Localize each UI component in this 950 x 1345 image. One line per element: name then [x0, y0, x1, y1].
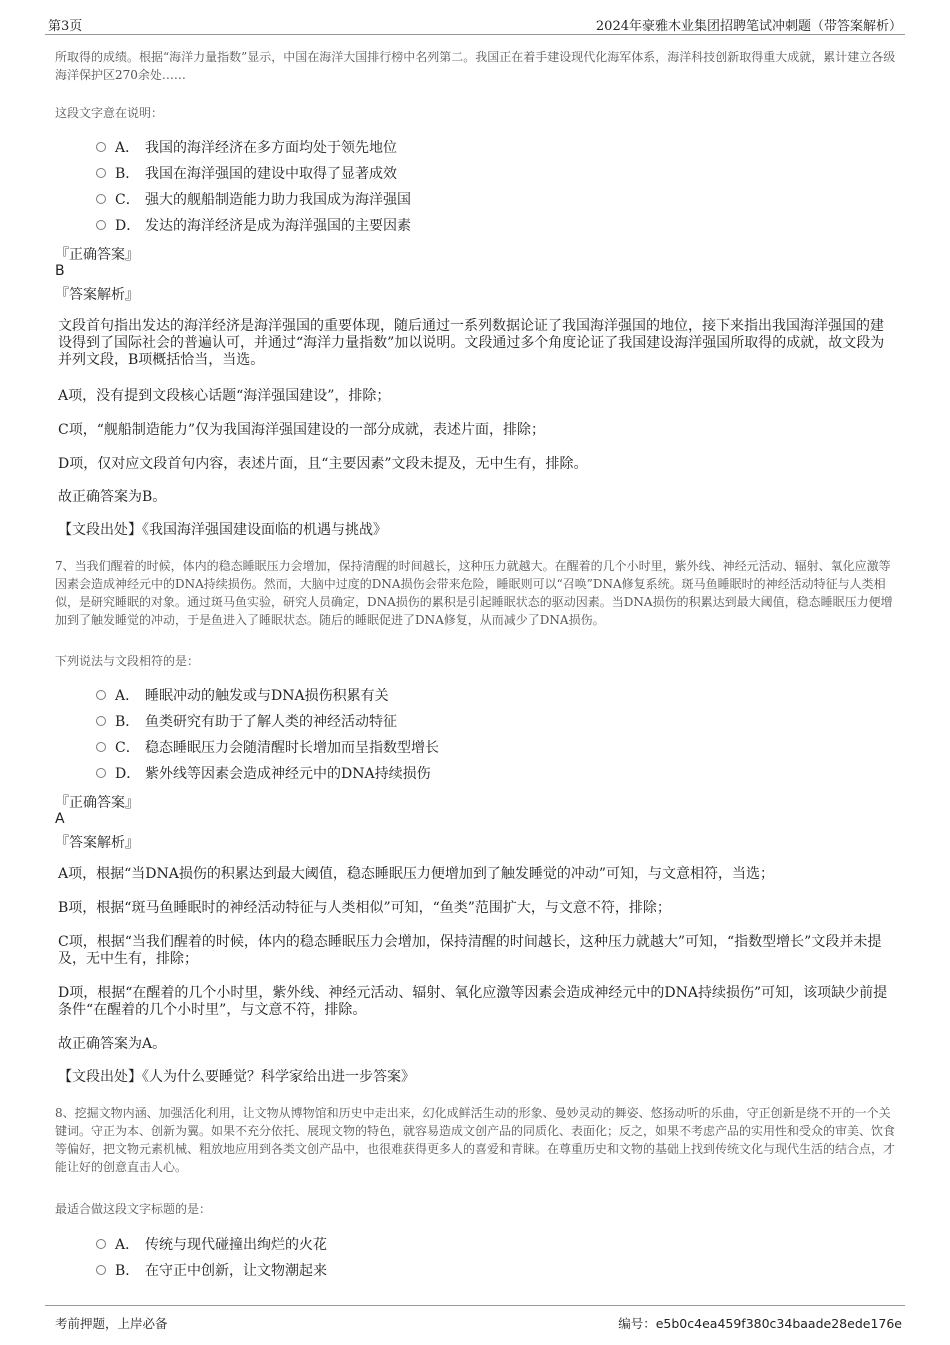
radio-icon[interactable] — [96, 168, 106, 178]
q6-option-c[interactable]: C． 强大的舰船制造能力助力我国成为海洋强国 — [96, 189, 411, 211]
q6-prompt: 这段文字意在说明： — [55, 106, 164, 120]
q7-option-a[interactable]: A． 睡眠冲动的触发或与DNA损伤积累有关 — [96, 685, 389, 707]
q7-answer: A — [55, 811, 65, 827]
page-header — [45, 12, 905, 35]
q8-option-a[interactable]: A． 传统与现代碰撞出绚烂的火花 — [96, 1234, 327, 1256]
document-code: 编号：e5b0c4ea459f380c34baade28ede176e — [618, 1316, 902, 1331]
q6-conclusion: 故正确答案为B。 — [58, 489, 167, 505]
document-title: 2024年豪雅木业集团招聘笔试冲刺题（带答案解析） — [595, 19, 902, 34]
footer-slogan: 考前押题，上岸必备 — [55, 1316, 168, 1331]
radio-icon[interactable] — [96, 768, 106, 778]
q6-source: 【文段出处】《我国海洋强国建设面临的机遇与挑战》 — [58, 522, 387, 538]
q7-option-c[interactable]: C． 稳态睡眠压力会随清醒时长增加而呈指数型增长 — [96, 737, 439, 759]
q7-option-d[interactable]: D． 紫外线等因素会造成神经元中的DNA持续损伤 — [96, 763, 431, 785]
q7-analysis-label: 『答案解析』 — [55, 835, 139, 851]
q7-prompt: 下列说法与文段相符的是： — [55, 654, 200, 668]
q7-analysis-c: C项，根据“当我们醒着的时候，体内的稳态睡眠压力会增加，保持清醒的时间越长，这种压力就越大”可知，“指数型增长”文段并未提及，无中生有，排除； — [58, 934, 882, 967]
radio-icon[interactable] — [96, 716, 106, 726]
q7-analysis-a: A项，根据“当DNA损伤的积累达到最大阈值，稳态睡眠压力便增加到了触发睡觉的冲动”可知，与文意相符，当选； — [58, 866, 775, 882]
q6-answer-label: 『正确答案』 — [55, 247, 139, 263]
radio-icon[interactable] — [96, 742, 106, 752]
q6-option-a[interactable]: A． 我国的海洋经济在多方面均处于领先地位 — [96, 137, 397, 159]
q6-analysis-d: D项，仅对应文段首句内容，表述片面，且“主要因素”文段未提及，无中生有，排除。 — [58, 456, 588, 472]
q6-answer: B — [55, 263, 65, 279]
radio-icon[interactable] — [96, 220, 106, 230]
q6-analysis-a: A项，没有提到文段核心话题“海洋强国建设”，排除； — [58, 388, 391, 404]
radio-icon[interactable] — [96, 142, 106, 152]
q8-prompt: 最适合做这段文字标题的是： — [55, 1202, 212, 1216]
page-number: 第3页 — [48, 19, 83, 34]
q6-analysis-intro: 文段首句指出发达的海洋经济是海洋强国的重要体现，随后通过一系列数据论证了我国海洋强国的地位，接下来指出我国海洋强国的建设得到了国际社会的普遍认可，并通过“海洋力量指数”加以说明。文段通过多个角度论证了我国建设海洋强国所取得的成就，故文段为并列文段，B项概括恰当，当选。 — [58, 318, 885, 368]
radio-icon[interactable] — [96, 1265, 106, 1275]
q7-analysis-b: B项，根据“斑马鱼睡眠时的神经活动特征与人类相似”可知，“鱼类”范围扩大，与文意不符，排除； — [58, 900, 671, 916]
q7-source: 【文段出处】《人为什么要睡觉？科学家给出进一步答案》 — [58, 1069, 415, 1085]
radio-icon[interactable] — [96, 690, 106, 700]
q6-option-b[interactable]: B． 我国在海洋强国的建设中取得了显著成效 — [96, 163, 397, 185]
q7-passage: 7、当我们醒着的时候，体内的稳态睡眠压力会增加，保持清醒的时间越长，这种压力就越大。在醒着的几个小时里，紫外线、神经元活动、辐射、氧化应激等因素会造成神经元中的DNA持续损伤。然而，大脑中过度的DNA损伤会带来危险，睡眠则可以“召唤”DNA修复系统。斑马鱼睡眠时的神经活动特征与人类相似，是研究睡眠的对象。通过斑马鱼实验，研究人员确定，DNA损伤的累积是引起睡眠状态的驱动因素。当DNA损伤的积累达到最大阈值，稳态睡眠压力便增加到了触发睡觉的冲动，于是鱼进入了睡眠状态。随后的睡眠促进了DNA修复，从而减少了DNA损伤。 — [55, 559, 893, 627]
q7-option-b[interactable]: B． 鱼类研究有助于了解人类的神经活动特征 — [96, 711, 397, 733]
q7-conclusion: 故正确答案为A。 — [58, 1036, 167, 1052]
radio-icon[interactable] — [96, 1239, 106, 1249]
q7-analysis-d: D项，根据“在醒着的几个小时里，紫外线、神经元活动、辐射、氧化应激等因素会造成神经元中的DNA持续损伤”可知，该项缺少前提条件“在醒着的几个小时里”，与文意不符，排除。 — [58, 985, 888, 1018]
radio-icon[interactable] — [96, 194, 106, 204]
q6-analysis-label: 『答案解析』 — [55, 287, 139, 303]
q7-answer-label: 『正确答案』 — [55, 795, 139, 811]
q6-analysis-c: C项，“舰船制造能力”仅为我国海洋强国建设的一部分成就，表述片面，排除； — [58, 422, 546, 438]
q6-passage-tail: 所取得的成绩。根据“海洋力量指数”显示，中国在海洋大国排行榜中名列第二。我国正在着手建设现代化海军体系，海洋科技创新取得重大成就，累计建立各级海洋保护区270余处…… — [55, 50, 896, 82]
q8-option-b[interactable]: B． 在守正中创新，让文物潮起来 — [96, 1260, 327, 1282]
q8-passage: 8、挖掘文物内涵、加强活化利用，让文物从博物馆和历史中走出来，幻化成鲜活生动的形象、曼妙灵动的舞姿、悠扬动听的乐曲，守正创新是绕不开的一个关键词。守正为本、创新为翼。如果不充分依托、展现文物的特色，就容易造成文创产品的同质化、表面化；反之，如果不考虑产品的实用性和受众的审美、饮食等偏好，把文物元素机械、粗放地应用到各类文创产品中，也很难获得更多人的喜爱和青睐。在尊重历史和文物的基础上找到传统文化与现代生活的结合点，才能让好的创意直击人心。 — [55, 1106, 896, 1174]
page-footer — [45, 1305, 905, 1334]
q6-option-d[interactable]: D． 发达的海洋经济是成为海洋强国的主要因素 — [96, 215, 411, 237]
